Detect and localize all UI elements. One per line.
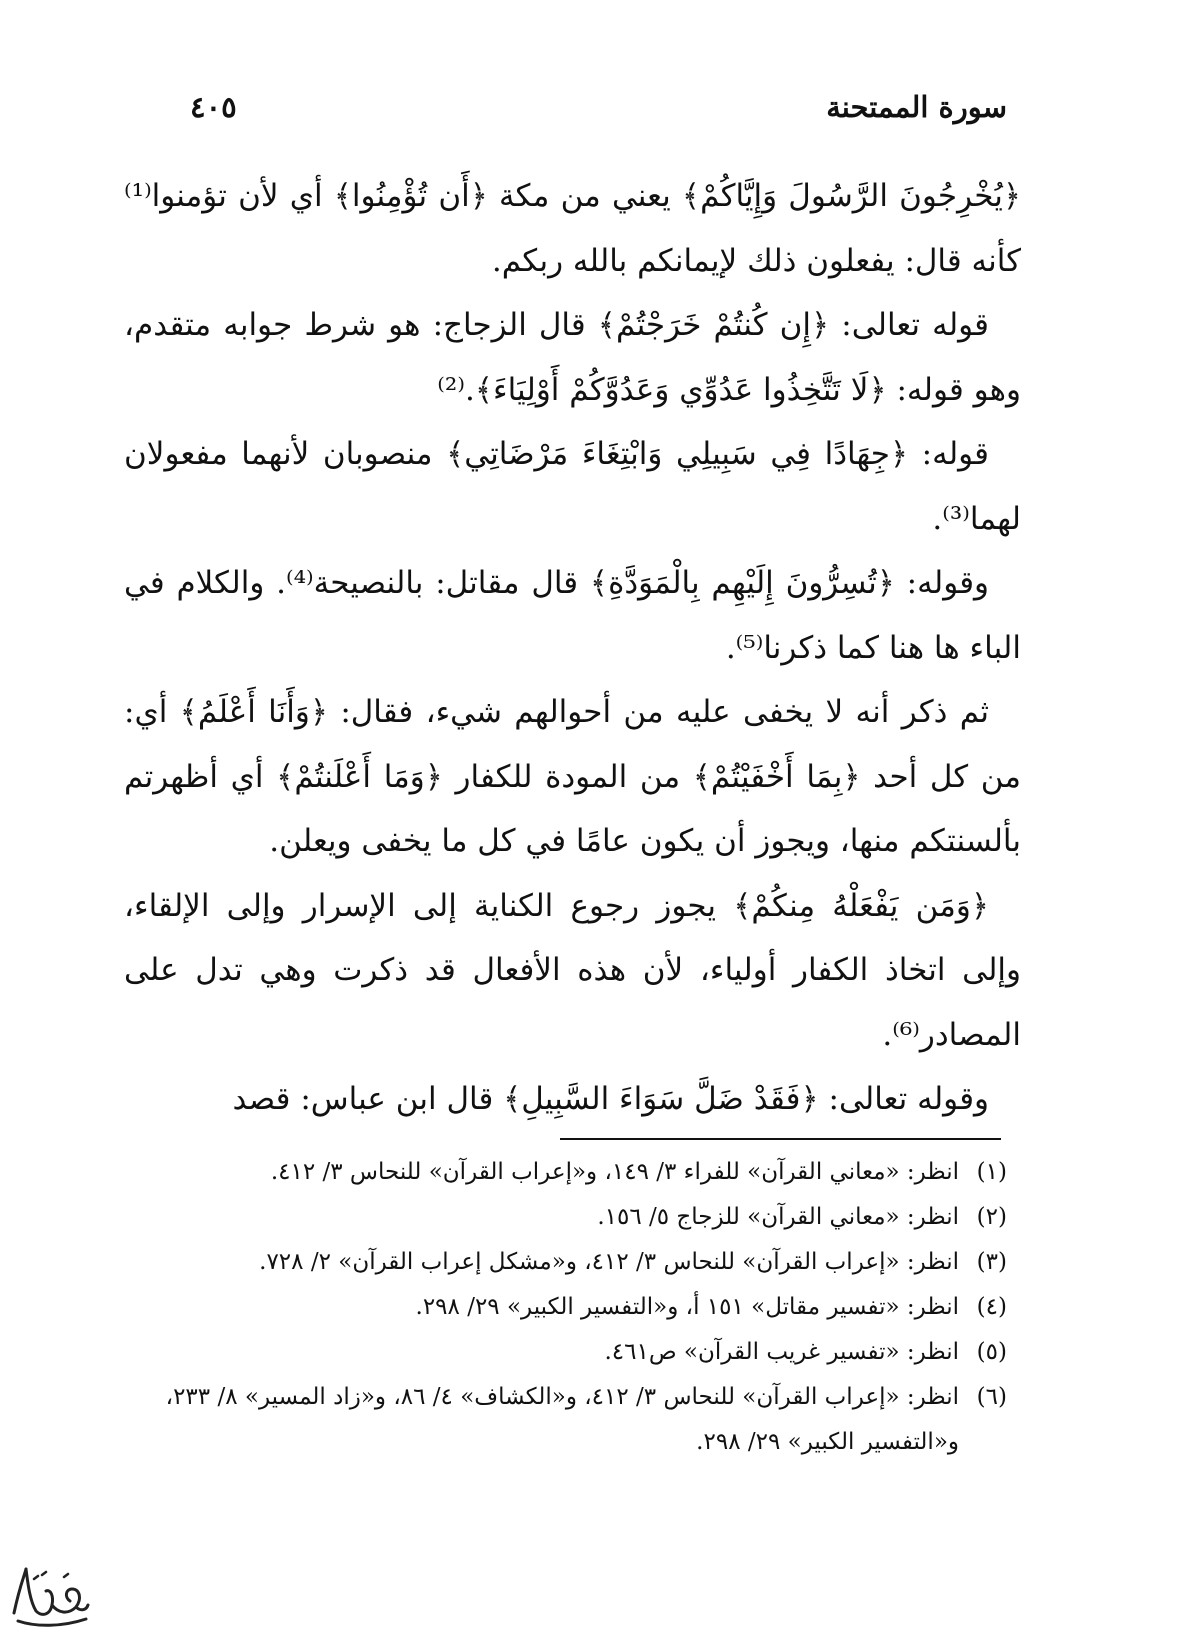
footnote-separator xyxy=(560,1138,1001,1140)
calligraphy-logo-icon xyxy=(6,1555,92,1635)
paragraph: ﴿يُخْرِجُونَ الرَّسُولَ وَإِيَّاكُمْ﴾ يعني من مكة ﴿أَن تُؤْمِنُوا﴾ أي لأن تؤمنوا⁽¹⁾ كأنه قال: يفعلون ذلك لإيمانكم بالله ربكم. xyxy=(124,178,1021,279)
footnote-text: انظر: «معاني القرآن» للزجاج ٥/ ١٥٦. xyxy=(597,1204,959,1230)
footnote-text: انظر: «تفسير غريب القرآن» ص٤٦١. xyxy=(604,1339,959,1365)
paragraph: وقوله تعالى: ﴿فَقَدْ ضَلَّ سَوَاءَ السَّبِيلِ﴾ قال ابن عباس: قصد xyxy=(232,1081,989,1117)
footnote-number: (١) xyxy=(976,1159,1007,1185)
paragraph: قوله: ﴿جِهَادًا فِي سَبِيلِي وَابْتِغَاءَ مَرْضَاتِي﴾ منصوبان لأنهما مفعولان لهما⁽³⁾. xyxy=(124,436,1021,537)
paragraph: قوله تعالى: ﴿إِن كُنتُمْ خَرَجْتُمْ﴾ قال الزجاج: هو شرط جوابه متقدم، وهو قوله: ﴿لَا تَتَّخِذُوا عَدُوِّي وَعَدُوَّكُمْ أَوْلِيَاءَ﴾.⁽²⁾ xyxy=(124,307,1021,408)
paragraph: ثم ذكر أنه لا يخفى عليه من أحوالهم شيء، فقال: ﴿وَأَنَا أَعْلَمُ﴾ أي: من كل أحد ﴿بِمَا أَخْفَيْتُمْ﴾ من المودة للكفار ﴿وَمَا أَعْلَنتُمْ﴾ أي أظهرتم بألسنتكم منها، ويجوز أن يكون عامًا في كل ما يخفى ويعلن. xyxy=(124,694,1021,859)
footnote-number: (٦) xyxy=(976,1384,1007,1410)
footnote xyxy=(140,1195,1007,1240)
chapter-title: سورة الممتحنة xyxy=(826,90,1007,124)
footnote-text: انظر: «تفسير مقاتل» ١٥١ أ، و«التفسير الكبير» ٢٩/ ٢٩٨. xyxy=(415,1294,959,1320)
footnote-number: (٣) xyxy=(976,1249,1007,1275)
footnote xyxy=(140,1150,1007,1195)
page-number: ٤٠٥ xyxy=(190,90,237,124)
page-header xyxy=(190,82,1007,132)
footnote-text: انظر: «إعراب القرآن» للنحاس ٣/ ٤١٢، و«الكشاف» ٤/ ٨٦، و«زاد المسير» ٨/ ٢٣٣، و«التفسير الكبير» ٢٩/ ٢٩٨. xyxy=(165,1384,959,1455)
main-text xyxy=(124,164,1021,1132)
footnote-text: انظر: «إعراب القرآن» للنحاس ٣/ ٤١٢، و«مشكل إعراب القرآن» ٢/ ٧٢٨. xyxy=(259,1249,959,1275)
footnote-number: (٥) xyxy=(976,1339,1007,1365)
footnote xyxy=(140,1375,1007,1465)
footnote xyxy=(140,1285,1007,1330)
watermark-logo xyxy=(6,1555,92,1635)
paragraph: وقوله: ﴿تُسِرُّونَ إِلَيْهِم بِالْمَوَدَّةِ﴾ قال مقاتل: بالنصيحة⁽⁴⁾. والكلام في الباء ها هنا كما ذكرنا⁽⁵⁾. xyxy=(124,565,1021,666)
footnote-number: (٢) xyxy=(976,1204,1007,1230)
footnote-number: (٤) xyxy=(976,1294,1007,1320)
paragraph: ﴿وَمَن يَفْعَلْهُ مِنكُمْ﴾ يجوز رجوع الكناية إلى الإسرار وإلى الإلقاء، وإلى اتخاذ الكفار أولياء، لأن هذه الأفعال قد ذكرت وهي تدل على المصادر⁽⁶⁾. xyxy=(124,887,1021,1053)
footnote-text: انظر: «معاني القرآن» للفراء ٣/ ١٤٩، و«إعراب القرآن» للنحاس ٣/ ٤١٢. xyxy=(270,1159,959,1185)
footnotes xyxy=(140,1150,1007,1465)
footnote xyxy=(140,1330,1007,1375)
footnote xyxy=(140,1240,1007,1285)
